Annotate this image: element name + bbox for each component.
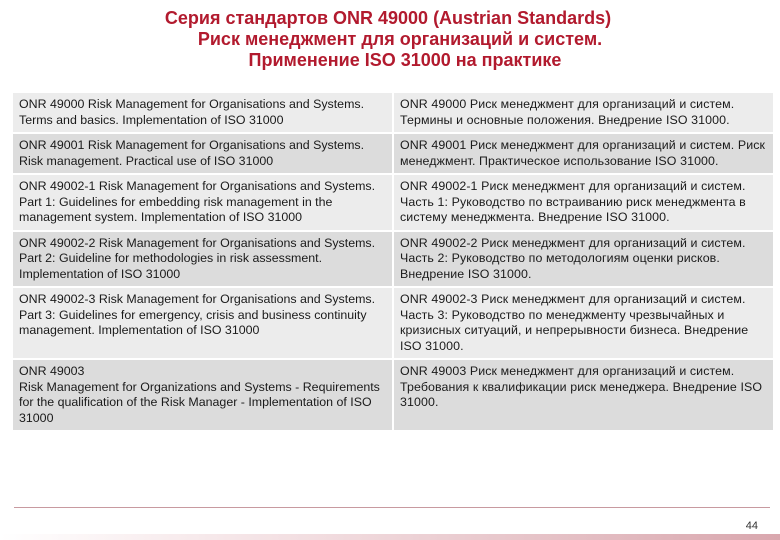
- standard-english: ONR 49002-2 Risk Management for Organisations and Systems. Part 2: Guideline for methodologies in risk assessment. Implementation of ISO 31000: [13, 231, 393, 288]
- title-line-2: Риск менеджмент для организаций и систем.: [197, 29, 603, 49]
- standard-russian: ONR 49002-2 Риск менеджмент для организаций и систем. Часть 2: Руководство по методологиям оценки рисков. Внедрение ISO 31000.: [393, 231, 773, 288]
- table-row: [13, 359, 773, 431]
- footer-divider: [14, 507, 770, 508]
- slide-title: [0, 8, 780, 71]
- table-row: [13, 174, 773, 231]
- standards-table: [13, 93, 773, 432]
- standard-english: ONR 49003 Risk Management for Organizations and Systems - Requirements for the qualification of the Risk Manager - Implementation of ISO 31000: [13, 359, 393, 431]
- title-line-1: Серия стандартов ONR 49000 (Austrian Standards): [164, 8, 612, 28]
- footer-gradient-bar: [0, 534, 780, 540]
- standard-english: ONR 49002-3 Risk Management for Organisations and Systems. Part 3: Guidelines for emergency, crisis and business continuity management. Implementation of ISO 31000: [13, 287, 393, 359]
- table-row: [13, 287, 773, 359]
- standard-russian: ONR 49003 Риск менеджмент для организаций и систем. Требования к квалификации риск менеджера. Внедрение ISO 31000.: [393, 359, 773, 431]
- standard-russian: ONR 49001 Риск менеджмент для организаций и систем. Риск менеджмент. Практическое использование ISO 31000.: [393, 133, 773, 174]
- table-row: [13, 231, 773, 288]
- standard-english: ONR 49000 Risk Management for Organisations and Systems. Terms and basics. Implementation of ISO 31000: [13, 93, 393, 133]
- standard-english: ONR 49002-1 Risk Management for Organisations and Systems. Part 1: Guidelines for embedding risk management in the management system. Implementation of ISO 31000: [13, 174, 393, 231]
- standard-russian: ONR 49002-1 Риск менеджмент для организаций и систем. Часть 1: Руководство по встраиванию риск менеджмента в систему менеджмента. Внедрение ISO 31000.: [393, 174, 773, 231]
- standard-english: ONR 49001 Risk Management for Organisations and Systems. Risk management. Practical use of ISO 31000: [13, 133, 393, 174]
- table-row: [13, 93, 773, 133]
- table-row: [13, 133, 773, 174]
- title-line-3: Применение ISO 31000 на практике: [248, 50, 562, 70]
- standard-russian: ONR 49000 Риск менеджмент для организаций и систем. Термины и основные положения. Внедрение ISO 31000.: [393, 93, 773, 133]
- page-number: 44: [745, 520, 758, 532]
- standard-russian: ONR 49002-3 Риск менеджмент для организаций и систем. Часть 3: Руководство по менеджменту чрезвычайных и кризисных ситуаций, и непрерывности бизнеса. Внедрение ISO 31000.: [393, 287, 773, 359]
